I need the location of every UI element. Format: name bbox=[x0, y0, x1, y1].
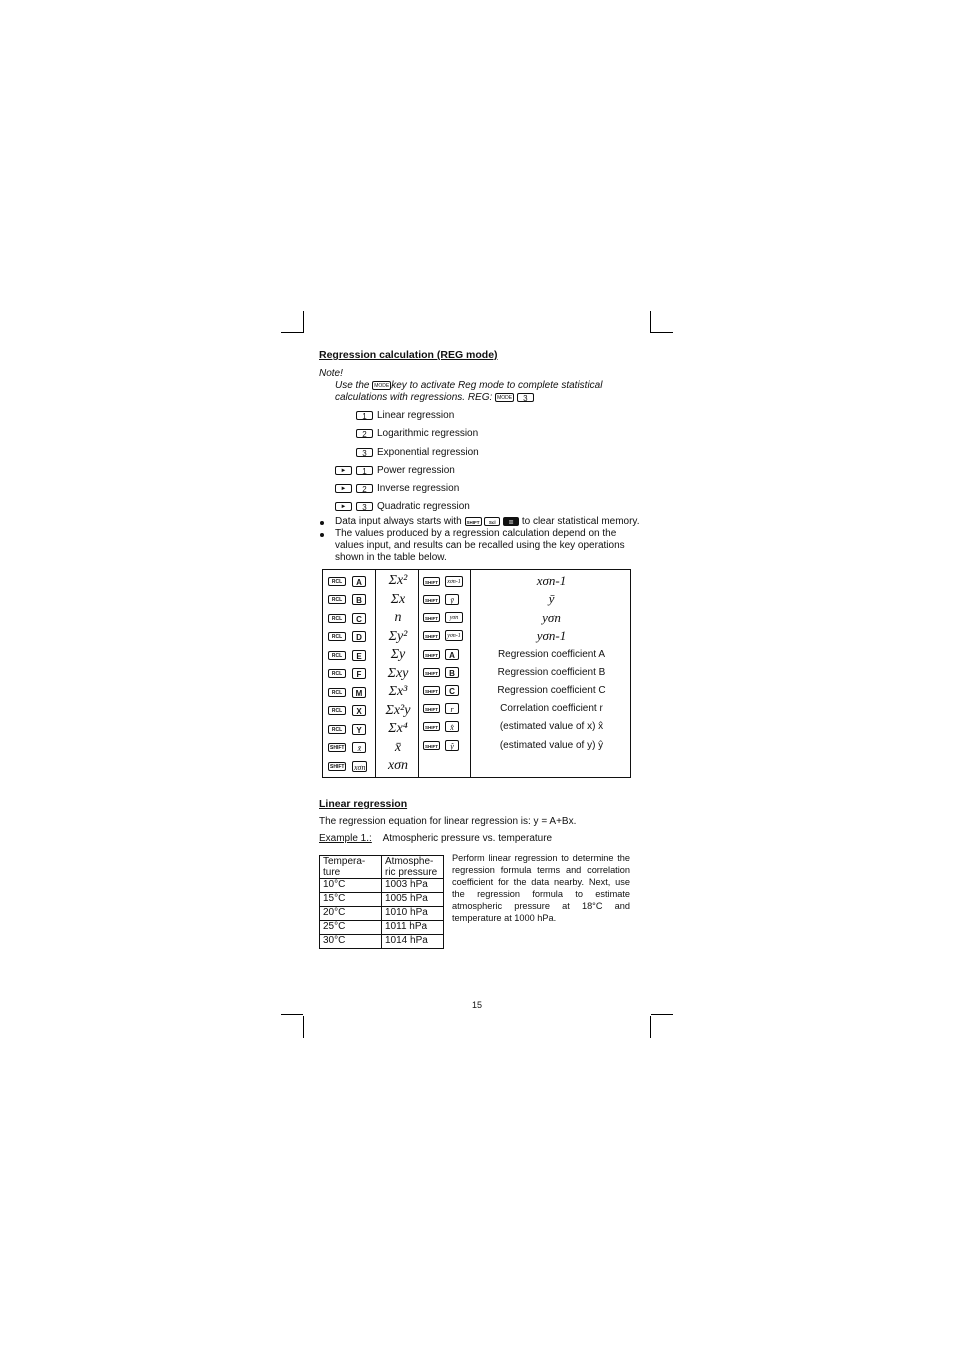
table-divider bbox=[418, 570, 419, 777]
cell-pressure: 1011 hPa bbox=[382, 921, 444, 935]
recall-key-pair bbox=[328, 609, 373, 628]
cell-pressure: 1010 hPa bbox=[382, 907, 444, 921]
stat-symbol: Σx⁴ bbox=[388, 721, 408, 737]
prefix-key: RCL bbox=[328, 725, 346, 734]
recall-key-pair bbox=[328, 683, 373, 702]
shift-key-pair bbox=[423, 590, 469, 609]
stat-symbol: Σx² bbox=[388, 573, 408, 589]
header-temperature: Tempera- ture bbox=[320, 856, 382, 879]
stat-symbol: Σx²y bbox=[385, 702, 411, 718]
cell-pressure: 1005 hPa bbox=[382, 893, 444, 907]
crop-mark-bl-v bbox=[303, 1016, 304, 1038]
key-3: 3 bbox=[356, 448, 373, 457]
header-pressure: Atmosphe- ric pressure bbox=[382, 856, 444, 879]
recall-key-pair bbox=[328, 591, 373, 610]
function-key: yσn-1 bbox=[445, 630, 463, 641]
crop-mark-tr-v bbox=[650, 311, 651, 333]
shift-key: SHIFT bbox=[423, 741, 440, 750]
shift-key-pair bbox=[423, 608, 469, 627]
shift-key-pair bbox=[423, 736, 469, 755]
recall-key-pair bbox=[328, 720, 373, 739]
prefix-key: RCL bbox=[328, 595, 346, 604]
option-power bbox=[335, 465, 455, 476]
prefix-key: RCL bbox=[328, 669, 346, 678]
section-title: Regression calculation (REG mode) bbox=[319, 349, 498, 361]
memory-key: F bbox=[352, 668, 366, 679]
shift-key-pair bbox=[423, 663, 469, 682]
option-exponential bbox=[356, 447, 479, 458]
recall-result: Regression coefficient A bbox=[497, 648, 606, 660]
right-arrow-key: ► bbox=[335, 466, 352, 475]
prefix-key: SHIFT bbox=[330, 763, 345, 770]
right-arrow-key: ► bbox=[335, 502, 352, 511]
cell-temp: 15°C bbox=[320, 893, 382, 907]
instruction-paragraph: Perform linear regression to determine the regression formula terms and correlation coefficient for the data nearby. Next, use the regression formula to estimate atmospheric pressure at 18°C and temperature at 1000 hPa. bbox=[452, 853, 630, 923]
scl-key: Scl bbox=[484, 517, 500, 526]
stat-symbol: x̄ bbox=[394, 739, 402, 755]
key-3: 3 bbox=[517, 393, 534, 402]
function-key: r bbox=[445, 703, 459, 714]
bullet1-pre: Data input always starts with bbox=[335, 516, 462, 527]
option-inverse bbox=[335, 483, 459, 494]
key-1: 1 bbox=[356, 466, 373, 475]
recall-result: ȳ bbox=[548, 591, 555, 607]
note-heading: Note! bbox=[319, 368, 343, 379]
bullet1-post: to clear statistical memory. bbox=[521, 516, 640, 527]
note-line2-pre: calculations with regressions. REG: bbox=[335, 392, 493, 403]
page-number: 15 bbox=[472, 1000, 483, 1010]
key-2: 2 bbox=[356, 484, 373, 493]
bullet-dot bbox=[320, 533, 324, 537]
prefix-key: SHIFT bbox=[330, 745, 345, 752]
option-label: Quadratic regression bbox=[377, 501, 470, 512]
prefix-key: RCL bbox=[328, 614, 346, 623]
note-line1-pre: Use the bbox=[335, 380, 370, 391]
shift-key-pair bbox=[423, 699, 469, 718]
shift-key-pair bbox=[423, 681, 469, 700]
shift-key-pair bbox=[423, 645, 469, 664]
mode-key: MODE bbox=[374, 382, 390, 389]
prefix-key: RCL bbox=[328, 651, 346, 660]
crop-mark-br-v bbox=[650, 1016, 651, 1038]
memory-key: x̄ bbox=[352, 742, 366, 753]
cell-temp: 30°C bbox=[320, 935, 382, 949]
cell-temp: 25°C bbox=[320, 921, 382, 935]
memory-key: E bbox=[352, 650, 366, 661]
key-1: 1 bbox=[356, 411, 373, 420]
shift-key: SHIFT bbox=[423, 631, 440, 640]
cell-pressure: 1014 hPa bbox=[382, 935, 444, 949]
function-key: x̂ bbox=[445, 721, 459, 732]
function-key: xσn-1 bbox=[445, 576, 463, 587]
shift-key-pair bbox=[423, 718, 469, 737]
key-3: 3 bbox=[356, 502, 373, 511]
memory-key: M bbox=[352, 687, 366, 698]
shift-key-pair bbox=[423, 627, 469, 646]
linear-equation: The regression equation for linear regression is: y = A+Bx. bbox=[319, 816, 577, 827]
note-line-1 bbox=[335, 380, 602, 391]
table-row bbox=[320, 935, 444, 949]
prefix-key: RCL bbox=[328, 577, 346, 586]
example-label: Example 1.: bbox=[319, 833, 372, 844]
recall-result: yσn bbox=[542, 609, 561, 625]
recall-result: Regression coefficient B bbox=[497, 666, 606, 678]
table-row bbox=[320, 893, 444, 907]
recall-key-pair bbox=[328, 665, 373, 684]
crop-mark-tr-h bbox=[651, 332, 673, 333]
option-label: Power regression bbox=[377, 465, 455, 476]
option-label: Inverse regression bbox=[377, 483, 460, 494]
table-row bbox=[320, 921, 444, 935]
function-key: ŷ bbox=[445, 740, 459, 751]
memory-key: xσn bbox=[354, 762, 366, 772]
cell-temp: 10°C bbox=[320, 879, 382, 893]
function-key: C bbox=[445, 685, 459, 696]
shift-key: SHIFT bbox=[423, 577, 440, 586]
function-key: ȳ bbox=[445, 594, 459, 605]
recall-key-pair bbox=[328, 572, 373, 591]
shift-key-pair bbox=[423, 572, 469, 591]
example-line bbox=[319, 833, 552, 844]
key-2: 2 bbox=[356, 429, 373, 438]
option-quadratic bbox=[335, 501, 470, 512]
memory-key: X bbox=[352, 705, 366, 716]
recall-result: (estimated value of x) x̂ bbox=[499, 721, 604, 733]
table-header-row bbox=[320, 856, 444, 879]
shift-key: SHIFT bbox=[423, 595, 440, 604]
option-linear bbox=[356, 410, 454, 421]
function-key: yσn bbox=[445, 612, 463, 623]
crop-mark-tl-h bbox=[281, 332, 303, 333]
shift-key: SHIFT bbox=[465, 517, 482, 526]
function-key: B bbox=[445, 667, 459, 678]
note-line1-post: key to activate Reg mode to complete statistical bbox=[391, 380, 603, 391]
recall-key-pair bbox=[328, 757, 373, 776]
option-logarithmic bbox=[356, 428, 478, 439]
table-divider bbox=[375, 570, 376, 777]
bullet2-text: The values produced by a regression calculation depend on the values input, and results can be recalled using the key operations shown in the table below. bbox=[335, 528, 625, 563]
memory-key: C bbox=[352, 613, 366, 624]
stat-symbol: n bbox=[394, 610, 402, 626]
recall-table bbox=[322, 569, 631, 778]
stat-symbol: Σx bbox=[390, 591, 406, 607]
memory-key: B bbox=[352, 594, 366, 605]
example-desc: Atmospheric pressure vs. temperature bbox=[382, 833, 553, 844]
recall-result: (estimated value of y) ŷ bbox=[499, 739, 604, 751]
recall-key-pair bbox=[328, 739, 373, 758]
crop-mark-bl-h bbox=[281, 1014, 303, 1015]
cell-temp: 20°C bbox=[320, 907, 382, 921]
shift-key: SHIFT bbox=[423, 613, 440, 622]
recall-result: xσn-1 bbox=[536, 573, 567, 589]
stat-symbol: Σy² bbox=[388, 628, 408, 644]
recall-key-pair bbox=[328, 628, 373, 647]
stat-symbol: Σxy bbox=[387, 665, 409, 681]
data-table bbox=[319, 855, 444, 949]
right-arrow-key: ► bbox=[335, 484, 352, 493]
shift-key: SHIFT bbox=[423, 722, 440, 731]
stat-symbol: Σx³ bbox=[388, 684, 408, 700]
recall-result: yσn-1 bbox=[536, 627, 567, 643]
equals-key: = bbox=[503, 517, 519, 526]
shift-key: SHIFT bbox=[423, 704, 440, 713]
recall-result: Regression coefficient C bbox=[497, 684, 606, 696]
memory-key: A bbox=[352, 576, 366, 587]
option-label: Linear regression bbox=[377, 410, 455, 421]
table-row bbox=[320, 879, 444, 893]
recall-result: Correlation coefficient r bbox=[500, 703, 603, 715]
crop-mark-tl-v bbox=[303, 311, 304, 333]
mode-key: MODE bbox=[497, 394, 513, 401]
memory-key: D bbox=[352, 631, 366, 642]
prefix-key: RCL bbox=[328, 688, 346, 697]
table-divider bbox=[470, 570, 471, 777]
prefix-key: RCL bbox=[328, 706, 346, 715]
stat-symbol: xσn bbox=[387, 758, 409, 774]
recall-key-pair bbox=[328, 646, 373, 665]
memory-key: Y bbox=[352, 724, 366, 735]
recall-key-pair bbox=[328, 702, 373, 721]
table-row bbox=[320, 907, 444, 921]
shift-key: SHIFT bbox=[423, 668, 440, 677]
shift-key: SHIFT bbox=[423, 686, 440, 695]
cell-pressure: 1003 hPa bbox=[382, 879, 444, 893]
option-label: Exponential regression bbox=[377, 447, 479, 458]
shift-key: SHIFT bbox=[423, 650, 440, 659]
stat-symbol: Σy bbox=[390, 647, 406, 663]
note-line-2 bbox=[335, 392, 534, 403]
function-key: A bbox=[445, 649, 459, 660]
option-label: Logarithmic regression bbox=[377, 428, 479, 439]
prefix-key: RCL bbox=[328, 632, 346, 641]
crop-mark-br-h bbox=[651, 1014, 673, 1015]
bullet-dot bbox=[320, 521, 324, 525]
linear-title: Linear regression bbox=[319, 798, 408, 810]
